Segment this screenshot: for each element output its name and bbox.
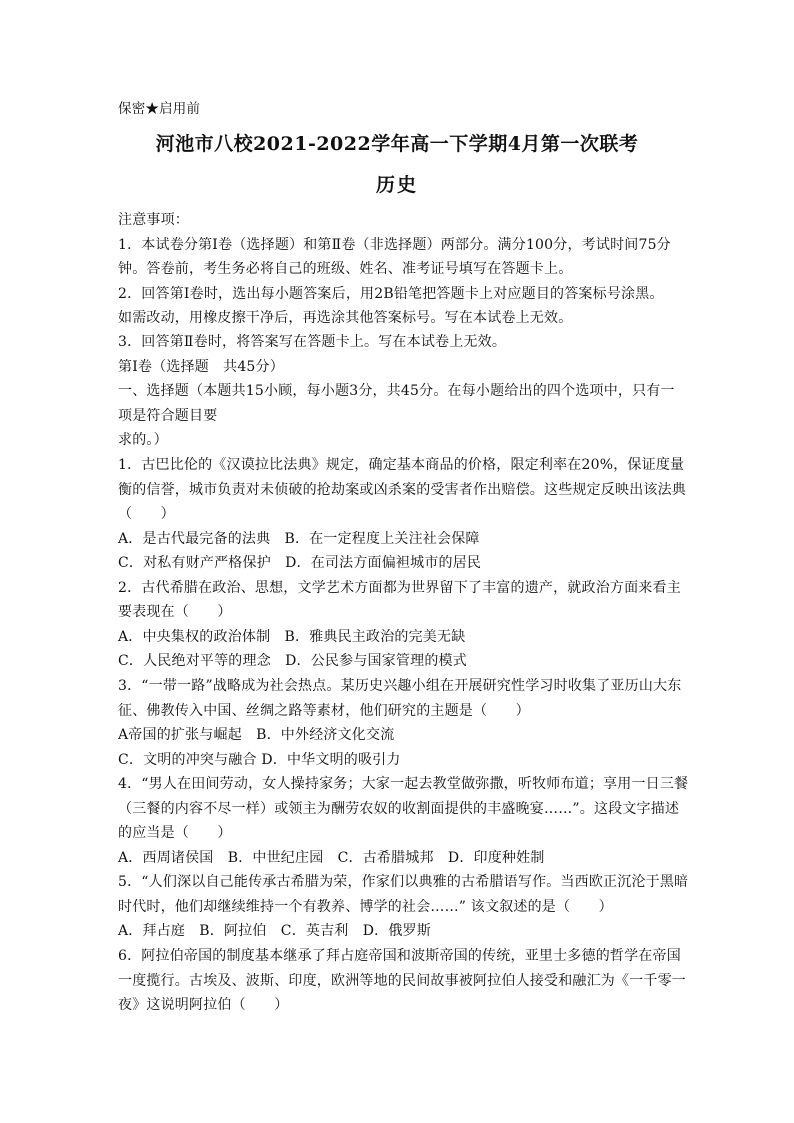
notes-line: 钟。答卷前，考生务必将自己的班级、姓名、准考证号填写在答题卡上。 xyxy=(118,261,573,277)
question-options: A．是古代最完备的法典 B．在一定程度上关注社会保障 xyxy=(118,531,480,547)
section-instruction: 项是符合题目要 xyxy=(118,408,218,424)
question-options: A帝国的扩张与崛起 B．中外经济文化交流 xyxy=(118,727,395,743)
section-instruction: 求的。） xyxy=(118,432,168,448)
question-stem: 时代时，他们却继续维持一个有教养、博学的社会……” 该文叙述的是（ ） xyxy=(118,899,613,915)
question-stem: 一度揽行。古埃及、波斯、印度，欧洲等地的民间故事被阿拉伯人接受和融汇为《一千零一 xyxy=(118,973,686,989)
question-stem: 要表现在（ ） xyxy=(118,604,232,620)
question-options: A．拜占庭 B．阿拉伯 C．英吉利 D．俄罗斯 xyxy=(118,923,431,939)
exam-title: 河池市八校2021-2022学年高一下学期4月第一次联考 xyxy=(155,133,639,155)
section-heading: 第Ⅰ卷（选择题 共45分） xyxy=(118,359,284,375)
question-stem: 6．阿拉伯帝国的制度基本继承了拜占庭帝国和波斯帝国的传统，亚里士多德的哲学在帝国 xyxy=(118,948,681,964)
question-options: A．中央集权的政治体制 B．雅典民主政治的完美无缺 xyxy=(118,629,466,645)
question-stem: 征、佛教传入中国、丝绸之路等素材，他们研究的主题是（ ） xyxy=(118,703,530,719)
question-options: C．人民绝对平等的理念 D．公民参与国家管理的模式 xyxy=(118,653,467,669)
notes-line: 如需改动，用橡皮擦干净后，再选涂其他答案标号。写在本试卷上无效。 xyxy=(118,310,573,326)
question-stem: 4．“男人在田间劳动，女人操持家务；大家一起去教堂做弥撒，听牧师布道；享用一日三餐 xyxy=(118,776,689,792)
secret-mark: 保密★启用前 xyxy=(118,101,201,117)
question-stem: 1．古巴比伦的《汉谟拉比法典》规定，确定基本商品的价格，限定利率在20%，保证度量 xyxy=(118,457,685,473)
question-stem: 夜》这说明阿拉伯（ ） xyxy=(118,997,289,1013)
question-stem: （ ） xyxy=(118,506,175,522)
question-options: C．对私有财产严格保护 D．在司法方面偏袒城市的居民 xyxy=(118,555,482,571)
question-stem: （三餐的内容不尽一样）或领主为酬劳农奴的收割面提供的丰盛晚宴……”。这段文字描述 xyxy=(118,801,680,817)
notes-heading: 注意事项： xyxy=(118,212,189,228)
question-stem: 3．“一带一路”战略成为社会热点。某历史兴趣小组在开展研究性学习时收集了亚历山大东 xyxy=(118,678,682,694)
question-stem: 2．古代希腊在政治、思想，文学艺术方面都为世界留下了丰富的遗产，就政治方面来看主 xyxy=(118,580,681,596)
question-stem: 5．“人们深以自己能传承古希腊为荣，作家们以典雅的古希腊语写作。当西欧正沉沦于黑暗 xyxy=(118,874,689,890)
question-options: A．西周诸侯国 B．中世纪庄园 C．古希腊城邦 D．印度种姓制 xyxy=(118,850,545,866)
section-instruction: 一、选择题（本题共15小顾，每小题3分，共45分。在每小题给出的四个选项中，只有一 xyxy=(118,383,675,399)
question-stem: 的应当是（ ） xyxy=(118,825,232,841)
notes-line: 1．本试卷分第Ⅰ卷（选择题）和第Ⅱ卷（非选择题）两部分。满分100分，考试时间75分 xyxy=(118,237,671,253)
question-options: C．文明的冲突与融合 D．中华文明的吸引力 xyxy=(118,752,401,768)
question-stem: 衡的信誉，城市负责对未侦破的抢劫案或凶杀案的受害者作出赔偿。这些规定反映出该法典 xyxy=(118,482,686,498)
subject-title: 历史 xyxy=(375,174,418,196)
notes-line: 3．回答第Ⅱ卷时，将答案写在答题卡上。写在本试卷上无效。 xyxy=(118,334,507,350)
notes-line: 2．回答第Ⅰ卷时，选出每小题答案后，用2B铅笔把答题卡上对应题目的答案标号涂黑。 xyxy=(118,286,664,302)
